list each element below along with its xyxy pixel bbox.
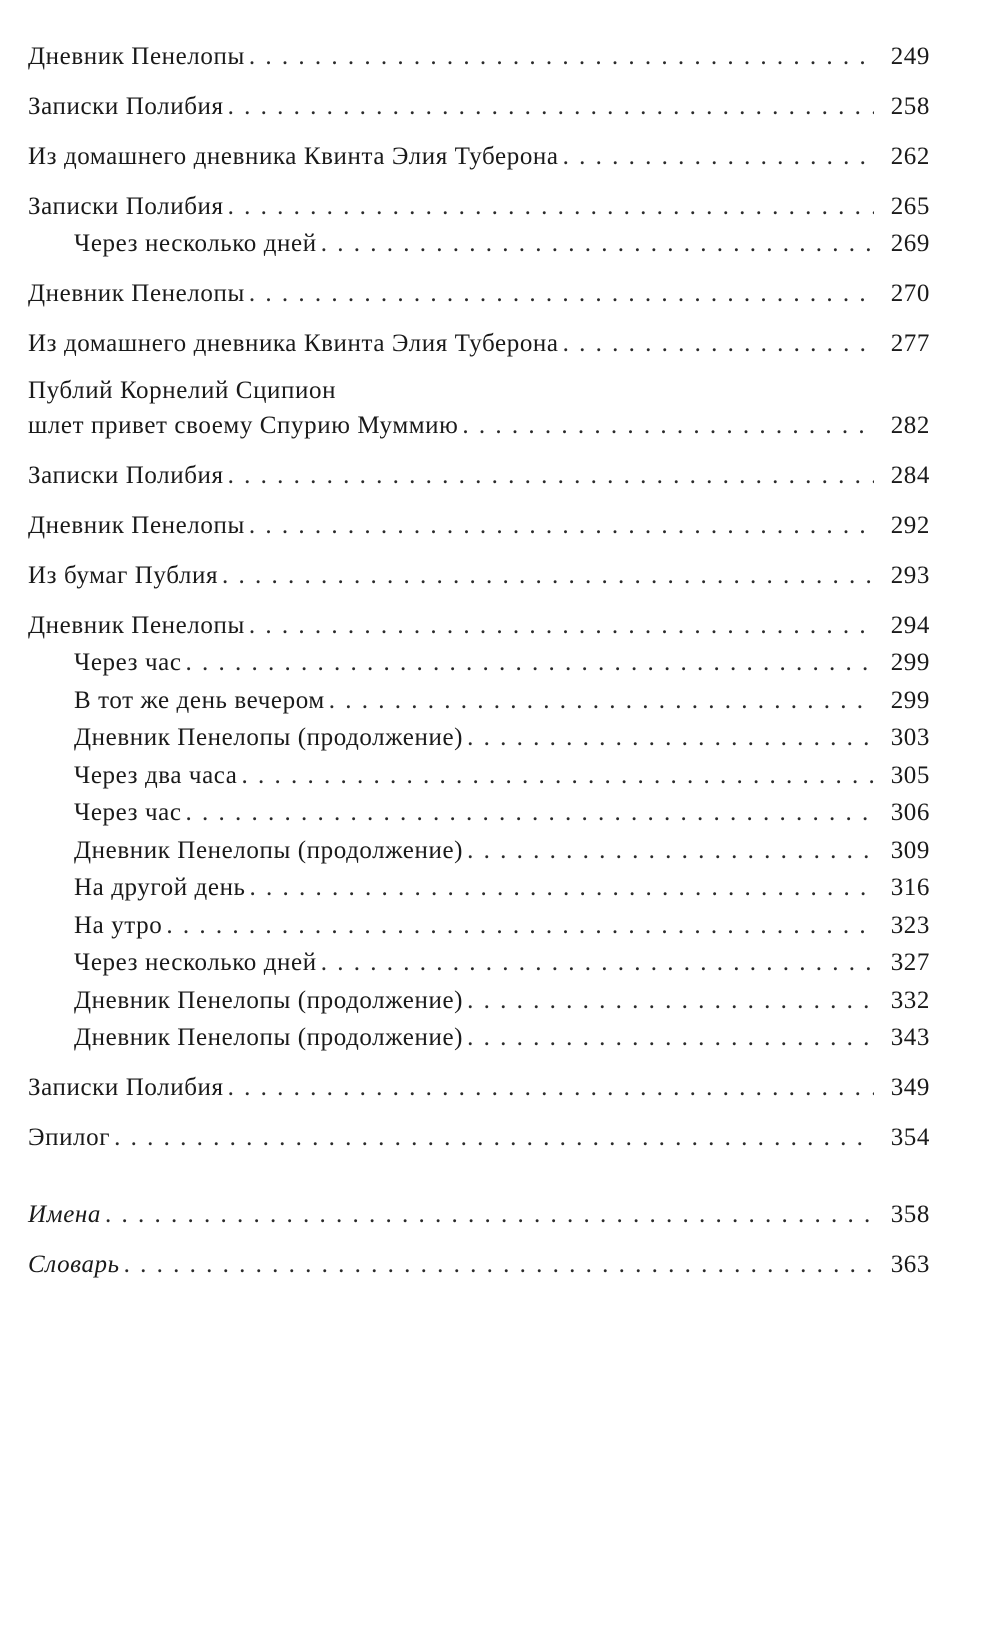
toc-entry-title: Через два часа (74, 762, 238, 789)
leader-dots (467, 836, 874, 866)
toc-entry-page: 292 (890, 512, 930, 539)
toc-entry-page: 306 (890, 799, 930, 826)
toc-entry-page: 284 (890, 462, 930, 489)
toc-entry-title: Из бумаг Публия (28, 562, 219, 589)
leader-dots (467, 1023, 874, 1053)
toc-entry-page: 262 (890, 143, 930, 170)
toc-entry-title: Дневник Пенелопы (продолжение) (74, 1024, 464, 1051)
toc-entry-page: 349 (890, 1074, 930, 1101)
toc-entry-title: Записки Полибия (28, 193, 224, 220)
leader-dots (249, 511, 874, 541)
toc-subentry (28, 686, 930, 716)
toc-entry-title: Через несколько дней (74, 949, 317, 976)
leader-dots (563, 142, 874, 172)
toc-entry (28, 329, 930, 359)
toc-subentry (28, 948, 930, 978)
toc-entry-page: 270 (890, 280, 930, 307)
toc-entry-title: Дневник Пенелопы (28, 280, 245, 307)
toc-subentry (28, 723, 930, 753)
toc-subentry (28, 761, 930, 791)
toc-entry-page: 293 (890, 562, 930, 589)
toc-entry-title: Из домашнего дневника Квинта Элия Туберона (28, 330, 559, 357)
toc-entry (28, 92, 930, 122)
toc-entry-page: 354 (890, 1124, 930, 1151)
toc-entry-title: Записки Полибия (28, 462, 224, 489)
toc-entry (28, 411, 930, 441)
leader-dots (186, 798, 874, 828)
toc-entry-title: Из домашнего дневника Квинта Элия Туберона (28, 143, 559, 170)
leader-dots (249, 611, 874, 641)
toc-entry-title: Записки Полибия (28, 1074, 224, 1101)
toc-entry-title: Дневник Пенелопы (28, 612, 245, 639)
toc-subentry (28, 798, 930, 828)
leader-dots (321, 229, 874, 259)
toc-entry-page: 303 (890, 724, 930, 751)
toc-entry (28, 1073, 930, 1103)
toc-subentry (28, 836, 930, 866)
toc-entry-title: Эпилог (28, 1124, 111, 1151)
leader-dots (166, 911, 874, 941)
toc-entry-title: Через час (74, 799, 182, 826)
toc-entry (28, 192, 930, 222)
leader-dots (467, 723, 874, 753)
leader-dots (228, 192, 874, 222)
toc-entry-title: Дневник Пенелопы (продолжение) (74, 724, 464, 751)
leader-dots (249, 42, 874, 72)
leader-dots (124, 1250, 874, 1280)
toc-subentry (28, 648, 930, 678)
leader-dots (241, 761, 874, 791)
toc-entry-page: 343 (890, 1024, 930, 1051)
toc-entry (28, 561, 930, 591)
toc-entry (28, 511, 930, 541)
leader-dots (321, 948, 874, 978)
toc-entry (28, 279, 930, 309)
toc-entry (28, 611, 930, 641)
toc-entry-title: Дневник Пенелопы (продолжение) (74, 837, 464, 864)
toc-entry-title-line1: Публий Корнелий Сципион (28, 377, 337, 404)
toc-entry-page: 299 (890, 649, 930, 676)
toc-entry-page: 265 (890, 193, 930, 220)
toc-entry-page: 249 (890, 43, 930, 70)
leader-dots (186, 648, 874, 678)
leader-dots (249, 279, 874, 309)
leader-dots (462, 411, 874, 441)
toc-entry-title: шлет привет своему Спурию Муммию (28, 412, 459, 439)
leader-dots (105, 1200, 874, 1230)
toc-entry-title: Словарь (28, 1251, 120, 1278)
toc-entry-title: Через несколько дней (74, 230, 317, 257)
toc-entry-page: 282 (890, 412, 930, 439)
leader-dots (467, 986, 874, 1016)
leader-dots (228, 461, 874, 491)
toc-entry-page: 316 (890, 874, 930, 901)
toc-entry-title: Через час (74, 649, 182, 676)
toc-entry-title: Имена (28, 1201, 102, 1228)
toc-subentry (28, 986, 930, 1016)
leader-dots (563, 329, 874, 359)
toc-subentry (28, 873, 930, 903)
toc-entry-title: Дневник Пенелопы (продолжение) (74, 987, 464, 1014)
toc-entry-page: 332 (890, 987, 930, 1014)
toc-entry (28, 1123, 930, 1153)
toc-entry-page: 327 (890, 949, 930, 976)
toc-entry-page: 294 (890, 612, 930, 639)
toc-entry-page: 305 (890, 762, 930, 789)
toc-subentry (28, 229, 930, 259)
toc-entry-title: Дневник Пенелопы (28, 43, 245, 70)
toc-subentry (28, 911, 930, 941)
toc-entry-page: 269 (890, 230, 930, 257)
toc-entry-page: 358 (890, 1201, 930, 1228)
leader-dots (228, 92, 874, 122)
toc-entry (28, 461, 930, 491)
toc-entry-title: Дневник Пенелопы (28, 512, 245, 539)
toc-entry-title: Записки Полибия (28, 93, 224, 120)
leader-dots (222, 561, 874, 591)
toc-entry (28, 42, 930, 72)
leader-dots (250, 873, 874, 903)
toc-entry-title: На другой день (74, 874, 246, 901)
toc-entry-title: В тот же день вечером (74, 687, 325, 714)
leader-dots (228, 1073, 874, 1103)
toc-entry-page: 363 (890, 1251, 930, 1278)
toc-entry (28, 1250, 930, 1280)
leader-dots (329, 686, 874, 716)
toc-entry-page: 299 (890, 687, 930, 714)
toc-entry (28, 1200, 930, 1230)
toc-entry-page: 277 (890, 330, 930, 357)
toc-entry (28, 142, 930, 172)
leader-dots (114, 1123, 874, 1153)
toc-entry-page: 309 (890, 837, 930, 864)
toc-entry-title: На утро (74, 912, 163, 939)
toc-subentry (28, 1023, 930, 1053)
toc-entry-page: 323 (890, 912, 930, 939)
toc-entry-page: 258 (890, 93, 930, 120)
